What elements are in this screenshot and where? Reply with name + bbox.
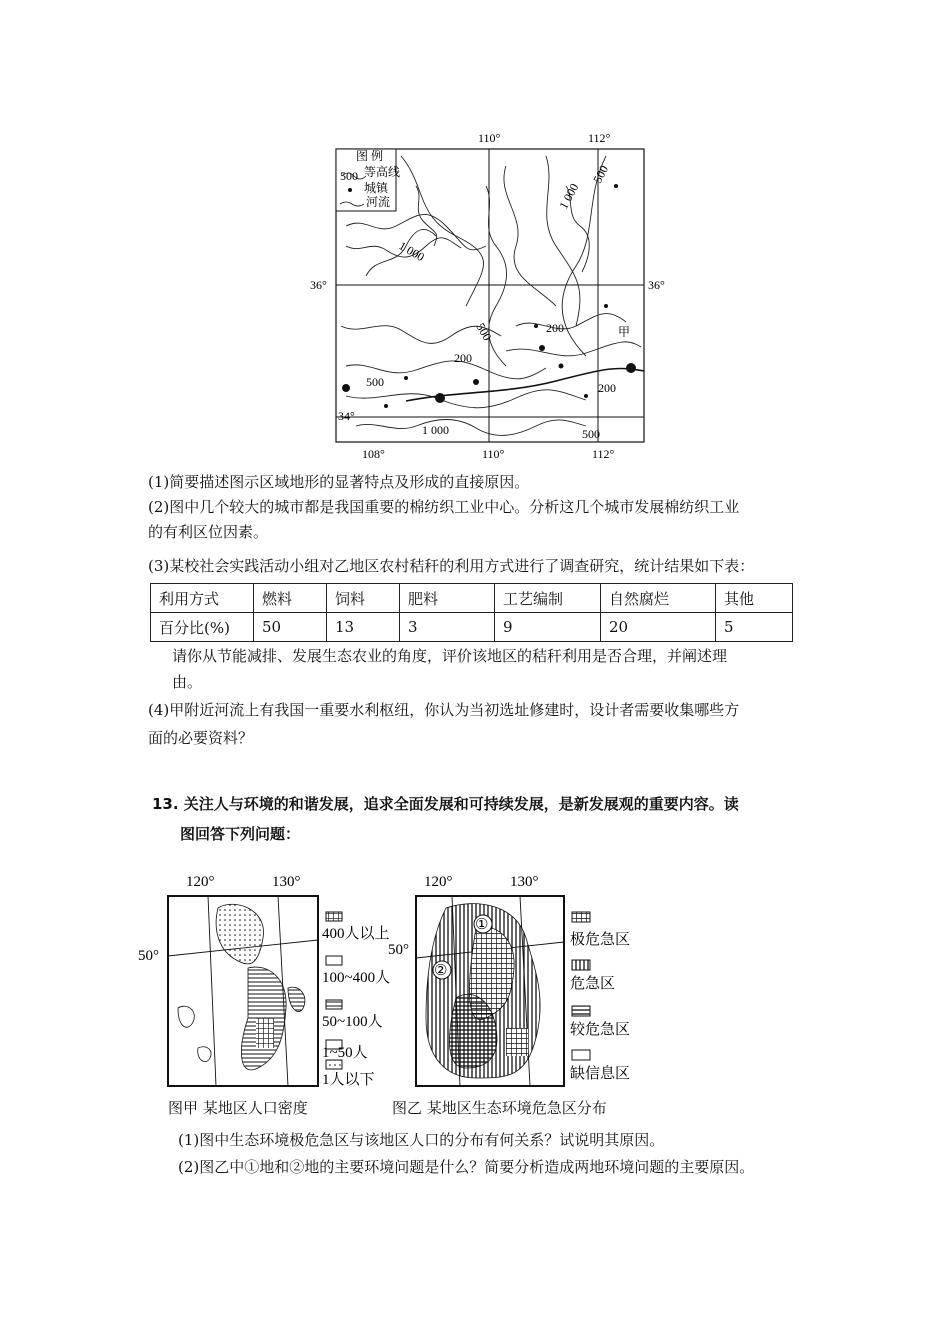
map1-legend-title: 图 例 bbox=[356, 149, 384, 163]
mapB-caption: 图乙 某地区生态环境危急区分布 bbox=[392, 1099, 607, 1117]
mapB-marker-2: ② bbox=[434, 963, 448, 979]
contour-label: 1 000 bbox=[396, 238, 427, 265]
table-header-row bbox=[151, 584, 793, 613]
table-cell: 13 bbox=[327, 613, 400, 642]
table-cell: 9 bbox=[495, 613, 601, 642]
place-label-jia: 甲 bbox=[618, 325, 631, 339]
map1-legend-item: 城镇 bbox=[364, 181, 389, 195]
q12-part3: (3)某校社会实践活动小组对乙地区农村秸秆的利用方式进行了调查研究，统计结果如下表： bbox=[148, 557, 755, 575]
contour-label: 200 bbox=[454, 351, 472, 365]
contour-label: 500 bbox=[582, 427, 600, 441]
q13-part1: (1)图中生态环境极危急区与该地区人口的分布有何关系？试说明其原因。 bbox=[178, 1131, 665, 1149]
mapB-left-tick: 50° bbox=[388, 942, 409, 958]
mapA-legend-label: 400人以上 bbox=[322, 926, 390, 942]
table-cell: 3 bbox=[400, 613, 495, 642]
contour-label: 500 bbox=[473, 320, 495, 344]
table-cell: 20 bbox=[601, 613, 716, 642]
table-cell: 饲料 bbox=[327, 584, 400, 613]
q13-part2: (2)图乙中①地和②地的主要环境问题是什么？简要分析造成两地环境问题的主要原因。 bbox=[178, 1158, 755, 1176]
map1-left-tick: 36° bbox=[310, 278, 327, 292]
mapB-legend-label: 缺信息区 bbox=[570, 1066, 631, 1082]
table-cell: 50 bbox=[254, 613, 327, 642]
table-cell: 燃料 bbox=[254, 584, 327, 613]
mapB-top-tick: 130° bbox=[510, 874, 539, 890]
map1-legend-item: 等高线 bbox=[364, 165, 401, 179]
map1-legend-contour-value: 500 bbox=[340, 169, 358, 183]
mapB-legend-label: 危急区 bbox=[570, 976, 616, 992]
mapA-top-tick: 120° bbox=[186, 874, 215, 890]
map1-bottom-tick: 110° bbox=[482, 447, 505, 461]
population-density-map bbox=[138, 868, 398, 1090]
table-row bbox=[151, 613, 793, 642]
table-cell: 5 bbox=[716, 613, 793, 642]
contour-label: 1 000 bbox=[422, 423, 449, 437]
table-cell: 工艺编制 bbox=[495, 584, 601, 613]
contour-label: 500 bbox=[366, 375, 384, 389]
table-cell: 肥料 bbox=[400, 584, 495, 613]
topographic-map bbox=[306, 126, 666, 468]
table-cell: 自然腐烂 bbox=[601, 584, 716, 613]
contour-label: 200 bbox=[546, 321, 564, 335]
map1-bottom-tick: 112° bbox=[592, 447, 615, 461]
mapA-left-tick: 50° bbox=[138, 948, 159, 964]
q12-part4-line1: (4)甲附近河流上有我国一重要水利枢纽，你认为当初选址修建时，设计者需要收集哪些方 bbox=[148, 701, 740, 719]
table-cell: 百分比(%) bbox=[151, 613, 254, 642]
mapA-legend-label: 50~100人 bbox=[322, 1014, 383, 1030]
mapA-legend-label: 100~400人 bbox=[322, 970, 391, 986]
straw-usage-table bbox=[150, 583, 793, 642]
q12-part2-line1: (2)图中几个较大的城市都是我国重要的棉纺织工业中心。分析这几个城市发展棉纺织工业 bbox=[148, 498, 740, 516]
map1-right-tick: 36° bbox=[648, 278, 665, 292]
mapA-legend-label: 1人以下 bbox=[322, 1072, 375, 1088]
mapA-legend-label: 1~50人 bbox=[322, 1045, 368, 1061]
q12-part1: (1)简要描述图示区域地形的显著特点及形成的直接原因。 bbox=[148, 473, 530, 491]
mapB-legend-label: 较危急区 bbox=[570, 1022, 631, 1038]
map1-legend-item: 河流 bbox=[366, 195, 391, 209]
mapB-top-tick: 120° bbox=[424, 874, 453, 890]
contour-label: 200 bbox=[598, 381, 616, 395]
q13-intro-line2: 图回答下列问题： bbox=[180, 825, 301, 843]
mapA-caption: 图甲 某地区人口密度 bbox=[168, 1099, 308, 1117]
map1-left-tick: 34° bbox=[338, 409, 355, 423]
q12-part3-question-line1: 请你从节能减排、发展生态农业的角度，评价该地区的秸秆利用是否合理，并阐述理 bbox=[172, 647, 728, 665]
map1-top-tick: 110° bbox=[478, 131, 501, 145]
table-cell: 其他 bbox=[716, 584, 793, 613]
contour-label: 500 bbox=[590, 162, 612, 186]
q12-part4-line2: 面的必要资料？ bbox=[148, 729, 254, 747]
map1-top-tick: 112° bbox=[588, 131, 611, 145]
mapB-marker-1: ① bbox=[475, 917, 489, 933]
q13-intro-line1: 13. 关注人与环境的和谐发展，追求全面发展和可持续发展，是新发展观的重要内容。读 bbox=[152, 795, 739, 813]
table-cell: 利用方式 bbox=[151, 584, 254, 613]
contour-label: 1 000 bbox=[556, 180, 582, 212]
mapB-legend-label: 极危急区 bbox=[570, 932, 631, 948]
topographic-map-svg bbox=[306, 126, 666, 468]
eco-crisis-map bbox=[386, 868, 656, 1090]
mapA-top-tick: 130° bbox=[272, 874, 301, 890]
map1-bottom-tick: 108° bbox=[362, 447, 385, 461]
q12-part2-line2: 的有利区位因素。 bbox=[148, 523, 269, 541]
q12-part3-question-line2: 由。 bbox=[172, 673, 203, 691]
